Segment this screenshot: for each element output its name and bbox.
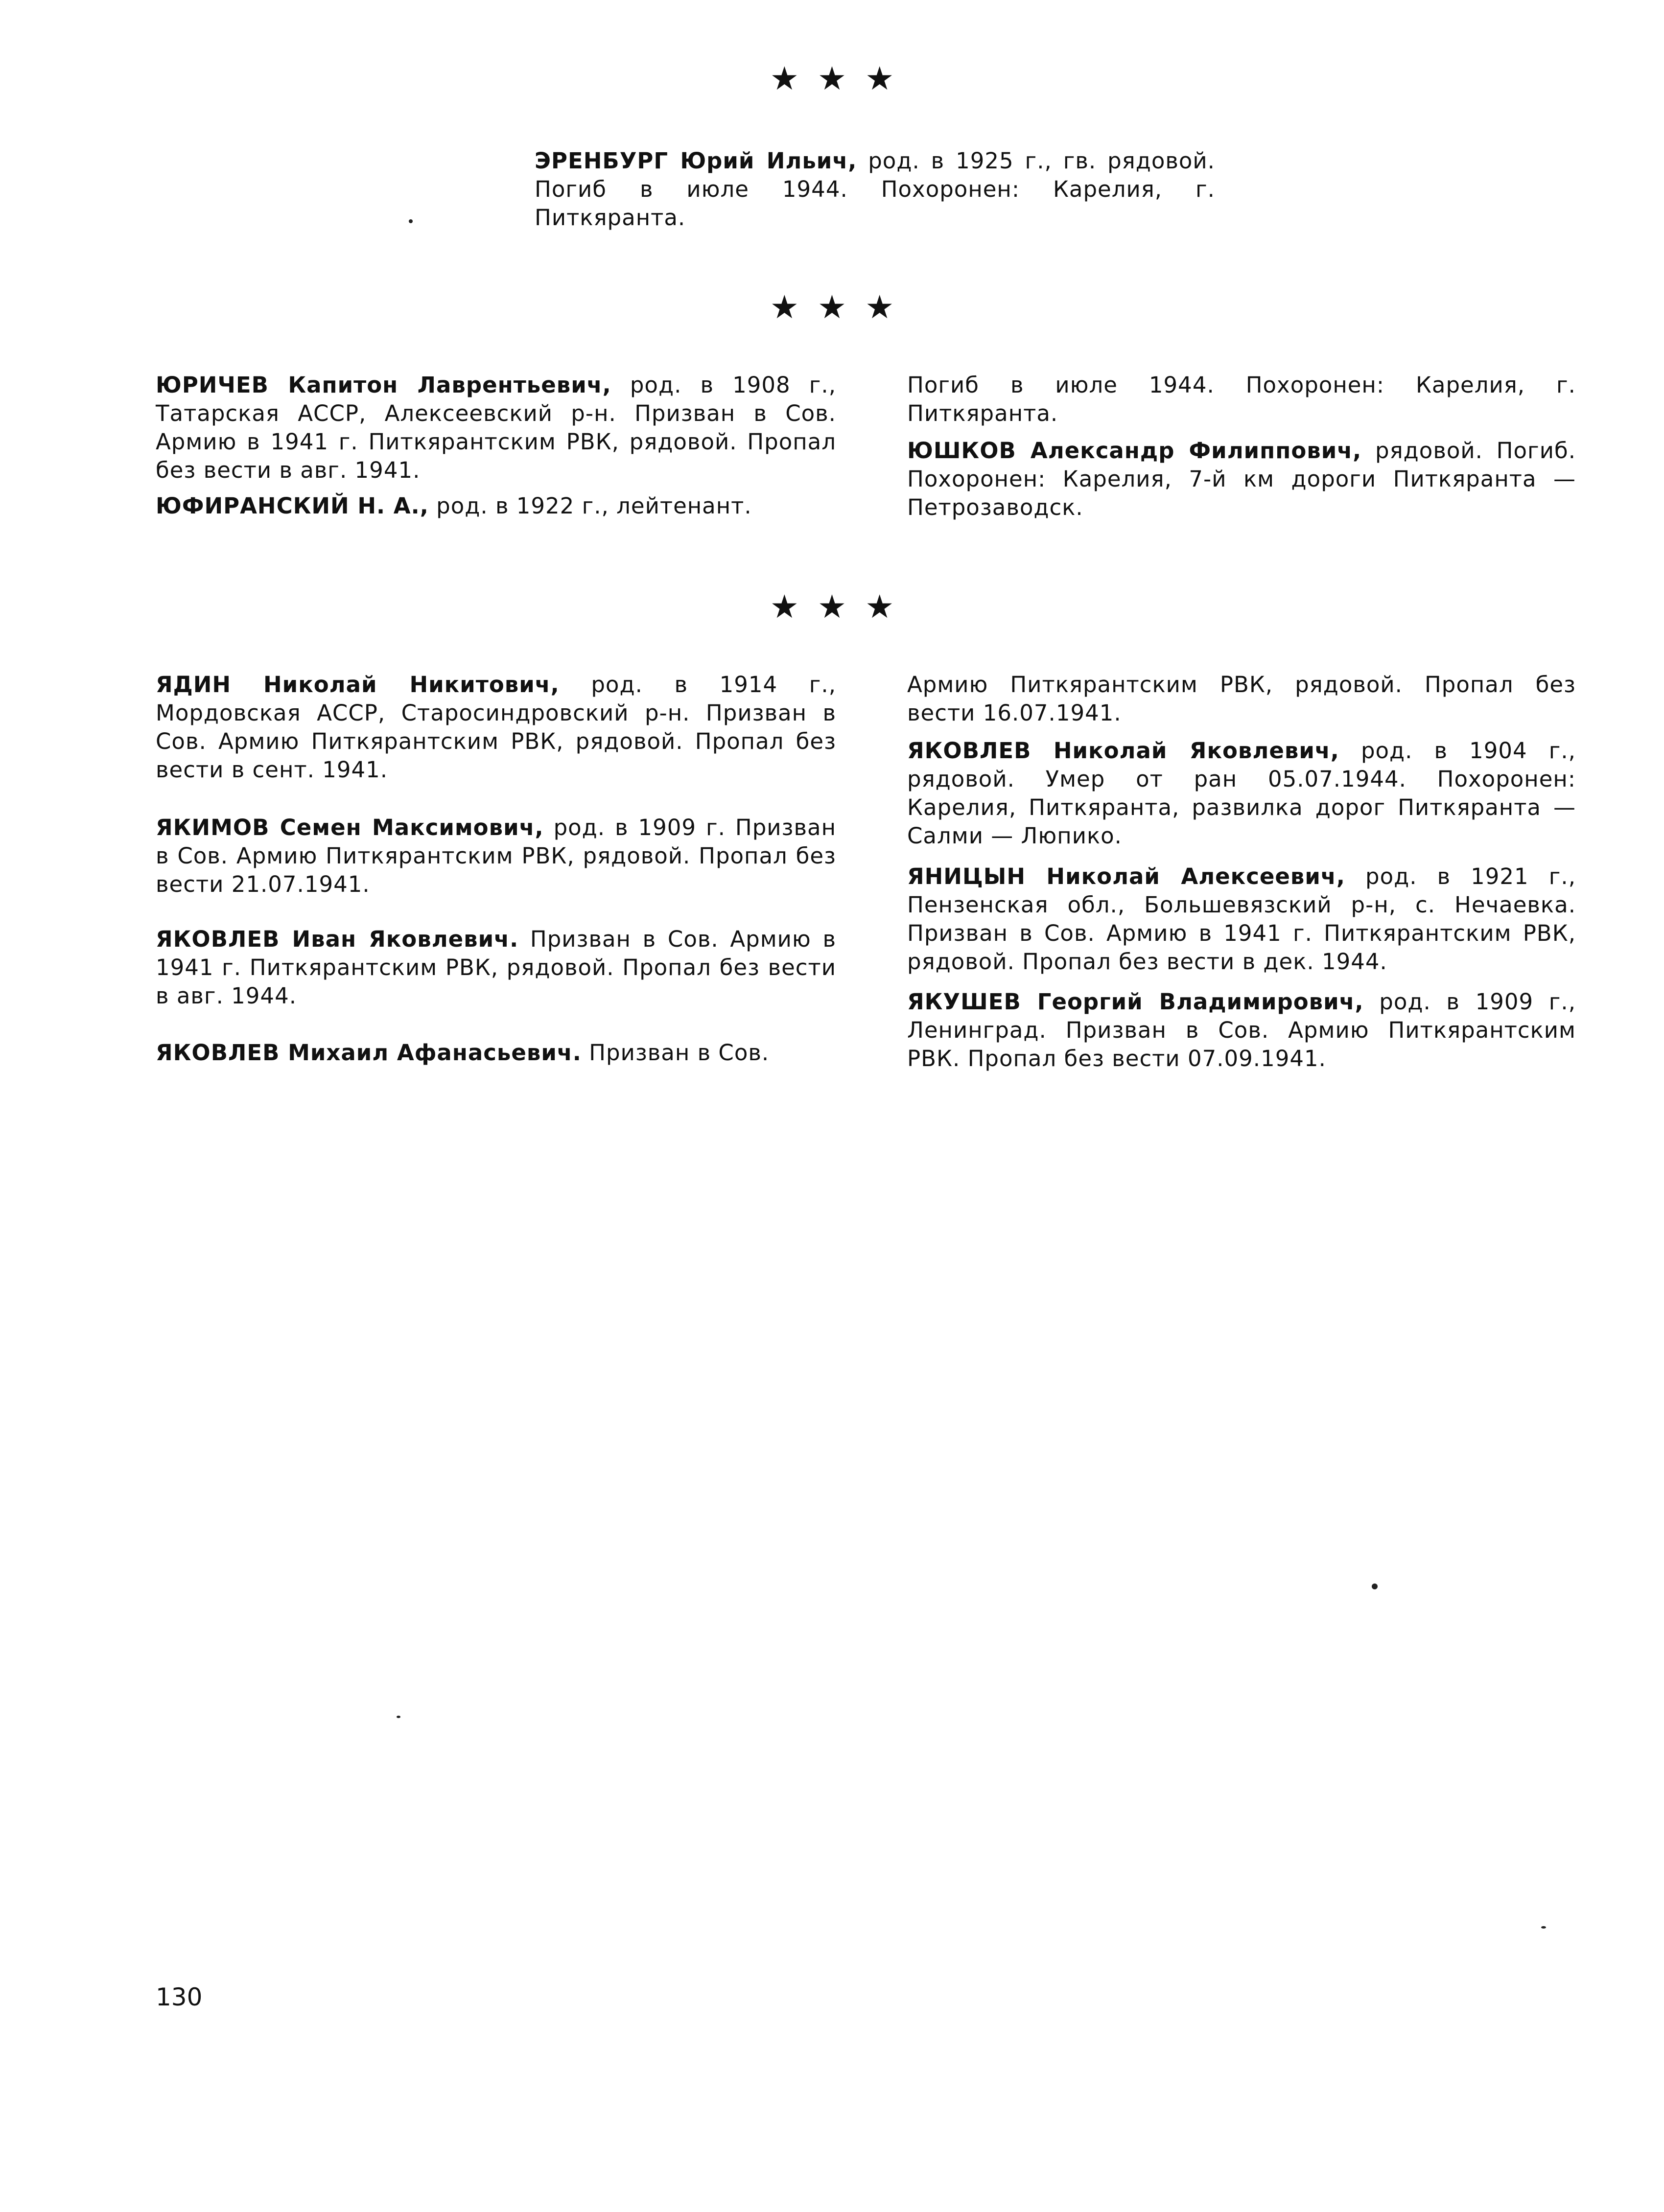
entry-name: ЮРИЧЕВ Капитон Лаврентьевич,	[156, 372, 611, 398]
section-separator-stars: ★★★	[770, 288, 913, 326]
section-separator-stars: ★★★	[770, 60, 913, 97]
entry-text: Призван в Сов. Армию в 1941 г. Питкярантским РВК, рядовой. Пропал без вести в авг. 1944.	[156, 926, 837, 1009]
entry-yakovlev-nikolai	[907, 737, 1576, 850]
entry-yakushev	[907, 988, 1576, 1073]
entry-name: ЯНИЦЫН Николай Алексеевич,	[907, 863, 1345, 889]
entry-yushkov	[907, 437, 1576, 522]
entry-text: Армию Питкярантским РВК, рядовой. Пропал без вести 16.07.1941.	[907, 672, 1576, 726]
scan-speck	[409, 219, 413, 223]
entry-text: род. в 1922 г., лейтенант.	[428, 493, 752, 519]
entry-yakimov	[156, 814, 836, 899]
entry-name: ЯКИМОВ Семен Максимович,	[156, 815, 544, 840]
page-number: 130	[156, 1983, 203, 2011]
entry-yufiransky	[156, 492, 836, 520]
entry-text: род. в 1914 г., Мордовская АССР, Старосиндровский р-н. Призван в Сов. Армию Питкярантским РВК, рядовой. Пропал без вести в сент. 1941.	[156, 672, 836, 783]
entry-text: род. в 1908 г., Татарская АССР, Алексеевский р-н. Призван в Сов. Армию в 1941 г. Питкярантским РВК, рядовой. Пропал без вести в авг. 1941.	[156, 372, 836, 483]
entry-text: род. в 1909 г. Призван в Сов. Армию Питкярантским РВК, рядовой. Пропал без вести 21.07.1941.	[156, 815, 836, 897]
entry-yakovlev-mikhail	[156, 1039, 836, 1067]
entry-name: ЯКОВЛЕВ Михаил Афанасьевич.	[156, 1040, 582, 1066]
entry-yurichev	[156, 371, 836, 485]
entry-yufiransky-continued	[907, 371, 1576, 428]
entry-yakovlev-ivan	[156, 925, 836, 1010]
entry-name: ЯКУШЕВ Георгий Владимирович,	[907, 989, 1364, 1015]
entry-name: ЮШКОВ Александр Филиппович,	[907, 438, 1362, 464]
entry-text: род. в 1909 г., Ленинград. Призван в Сов. Армию Питкярантским РВК. Пропал без вести 07.09.1941.	[907, 989, 1576, 1071]
entry-name: ЯДИН Николай Никитович,	[156, 672, 560, 698]
entry-name: ЯКОВЛЕВ Николай Яковлевич,	[907, 738, 1339, 764]
entry-text: род. в 1921 г., Пензенская обл., Большевязский р-н, с. Нечаевка. Призван в Сов. Армию в 1941 г. Питкярантским РВК, рядовой. Пропал без вести в дек. 1944.	[907, 863, 1576, 975]
scan-speck	[397, 1716, 400, 1718]
entry-text: род. в 1904 г., рядовой. Умер от ран 05.07.1944. Похоронен: Карелия, Питкяранта, развилка дорог Питкяранта — Салми — Люпико.	[907, 738, 1576, 849]
scan-speck	[1541, 1926, 1546, 1929]
entry-yakovlev-mikhail-continued	[907, 671, 1576, 727]
entry-text: род. в 1925 г., гв. рядовой. Погиб в июле 1944. Похоронен: Карелия, г. Питкяранта.	[535, 148, 1215, 231]
entry-text: Призван в Сов.	[581, 1040, 770, 1066]
entry-text: Погиб в июле 1944. Похоронен: Карелия, г. Питкяранта.	[907, 372, 1576, 426]
section-separator-stars: ★★★	[770, 588, 913, 626]
entry-name: ЭРЕНБУРГ Юрий Ильич,	[535, 148, 857, 174]
entry-name: ЯКОВЛЕВ Иван Яковлевич.	[156, 926, 519, 952]
entry-yanitsyn	[907, 862, 1576, 976]
entry-text: рядовой. Погиб. Похоронен: Карелия, 7-й км дороги Питкяранта — Петрозаводск.	[907, 438, 1576, 520]
entry-yadin	[156, 671, 836, 784]
entry-name: ЮФИРАНСКИЙ Н. А.,	[156, 493, 429, 519]
scan-speck	[1372, 1583, 1378, 1589]
entry-ehrenburg	[535, 147, 1215, 232]
